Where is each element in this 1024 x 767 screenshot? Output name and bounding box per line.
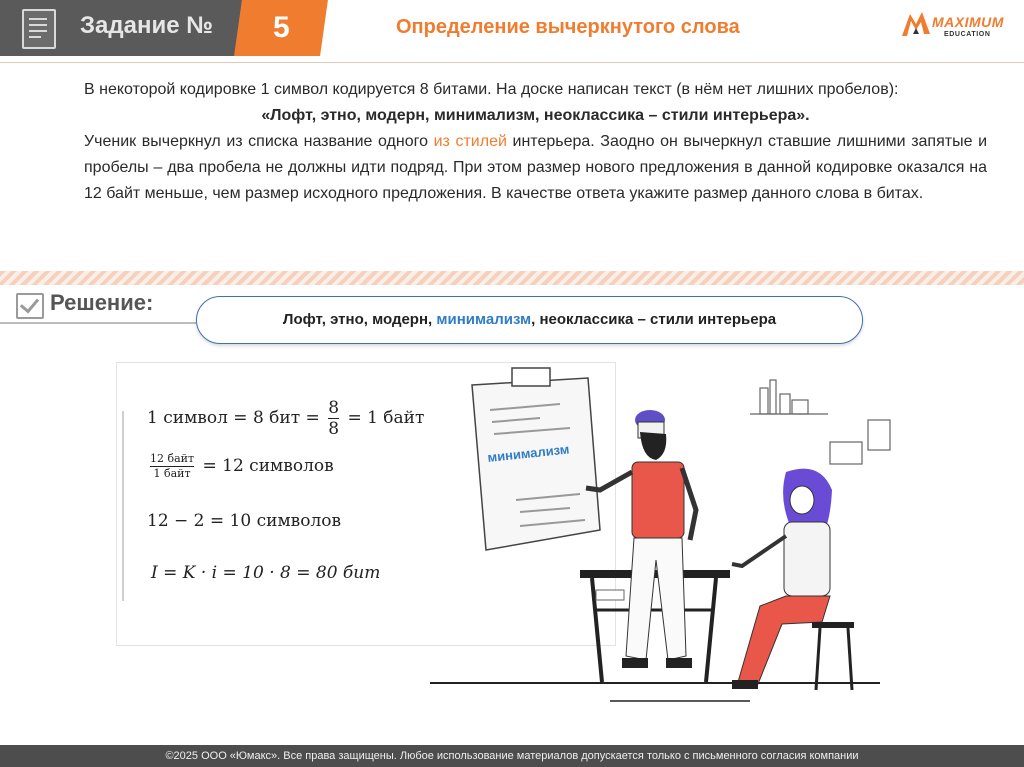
problem-body-end: интерьера. Заодно он вычеркнул ставшие лишними запятые и пробелы – два пробела не должны идти подряд. При этом размер нового предложения в данной кодировке оказался на 12 байт меньше, чем размер исходного предложения. В качестве ответа укажите размер данного слова в битах. [84, 133, 988, 202]
document-icon [22, 9, 56, 49]
board-word: минимализм [486, 441, 571, 465]
problem-highlight: из стилей [433, 133, 507, 150]
fraction-numerator: 8 [328, 398, 340, 418]
solution-underline [0, 322, 196, 324]
formula-2-fraction [150, 452, 194, 481]
formula-1-right: = 1 байт [347, 408, 425, 428]
formula-1-fraction [328, 398, 339, 439]
solution-label: Решение: [50, 290, 154, 315]
copyright-footer: ©2025 ООО «Юмакс». Все права защищены. Любое использование материалов допускается только с письменного согласия компании [0, 745, 1024, 767]
formula-1-left: 1 символ = 8 бит = [147, 408, 320, 428]
fraction-numerator: 12 байт [150, 452, 195, 465]
task-subtitle: Определение вычеркнутого слова [396, 16, 740, 38]
divider-band [0, 271, 1024, 285]
student-figure [732, 469, 854, 690]
logo-mark-icon [900, 8, 932, 40]
problem-intro: В некоторой кодировке 1 символ кодируется 8 битами. На доске написан текст (в нём нет лишних пробелов): [84, 81, 899, 98]
problem-quote: «Лофт, этно, модерн, минимализм, неоклассика – стили интерьера». [261, 107, 810, 124]
problem-statement [84, 77, 987, 207]
problem-body-start: Ученик вычеркнул из списка название одного [84, 133, 434, 150]
fraction-denominator: 1 байт [153, 467, 191, 480]
task-number-badge [234, 0, 328, 56]
logo-sub: EDUCATION [944, 31, 991, 38]
formula-2 [147, 452, 334, 481]
formula-3: 12 − 2 = 10 символов [147, 511, 342, 531]
problem-body [84, 129, 987, 207]
wall-shelf [750, 380, 890, 464]
formula-2-right: = 12 символов [202, 456, 334, 476]
classroom-illustration [420, 360, 900, 720]
card-left-bar [122, 411, 124, 601]
header-rule [0, 62, 1024, 63]
pill-start: Лофт, этно, модерн, [282, 311, 437, 328]
task-number: 5 [272, 11, 290, 44]
task-title: Задание № [80, 12, 213, 39]
teacher-figure [586, 410, 696, 668]
desk [580, 570, 730, 682]
logo-brand: MAXIMUM [932, 14, 1004, 30]
maximum-logo [900, 8, 1010, 48]
answer-sentence [196, 296, 863, 344]
formula-4: I = K · i = 10 · 8 = 80 бит [151, 563, 381, 583]
formula-1 [147, 398, 424, 439]
checkbox-icon [16, 293, 44, 319]
fraction-denominator: 8 [328, 419, 340, 439]
pill-highlight: минимализм [436, 311, 532, 328]
header-bar [0, 0, 270, 56]
pill-end: , неоклассика – стили интерьера [531, 311, 777, 328]
